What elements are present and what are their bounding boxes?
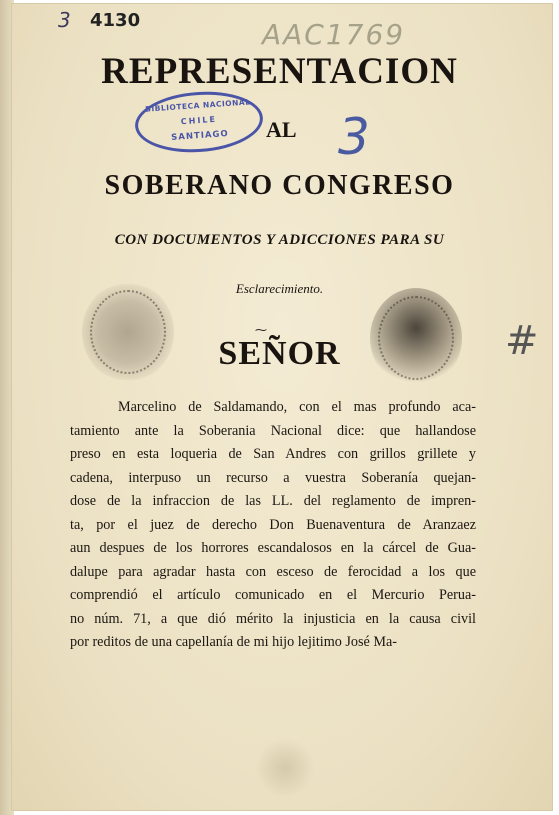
body-line: preso en esta loqueria de San Andres con grillos grillete y bbox=[70, 446, 476, 462]
paper-stain bbox=[255, 738, 315, 798]
title-connector: AL bbox=[266, 117, 297, 142]
subtitle: CON DOCUMENTOS Y ADICCIONES PARA SU bbox=[114, 232, 445, 248]
body-line: cadena, interpuso un recurso a vuestra Soberanía quejan- bbox=[70, 469, 476, 486]
ornament-icon: ⁓ bbox=[255, 323, 267, 337]
body-line: tamiento ante la Soberania Nacional dice: que hallandose bbox=[70, 422, 476, 439]
handwritten-hash-mark: # bbox=[505, 318, 539, 364]
body-line: Marcelino de Saldamando, con el mas profundo aca- bbox=[118, 399, 476, 415]
stamp-top-text: BIBLIOTECA NACIONAL bbox=[144, 97, 251, 114]
handwritten-left-number: 3 bbox=[58, 8, 72, 32]
salutation-heading: SEÑOR bbox=[218, 335, 341, 372]
body-line: dose de la infraccion de las LL. del reglamento de impren- bbox=[70, 493, 476, 509]
body-paragraph bbox=[70, 396, 476, 655]
handwritten-id-number: 4130 bbox=[90, 10, 141, 31]
stamp-bottom-text: SANTIAGO bbox=[170, 128, 230, 143]
body-line: ta, por el juez de derecho Don Buenaventura de Aranzaez bbox=[70, 516, 476, 533]
body-line: no núm. 71, a que dió mérito la injusticia en la causa civil bbox=[70, 610, 476, 627]
body-line: dalupe para agradar hasta con esceso de ferocidad a los que bbox=[70, 563, 476, 580]
body-line: por reditos de una capellanía de mi hijo lejitimo José Ma- bbox=[70, 634, 398, 650]
pencil-catalog-number: AAC1769 bbox=[262, 18, 406, 51]
body-line: aun despues de los horrores escandalosos en la cárcel de Gua- bbox=[70, 540, 476, 556]
clarification-line: Esclarecimiento. bbox=[235, 281, 324, 296]
body-line: comprendió el artículo comunicado en el Mercurio Peruа- bbox=[70, 587, 476, 603]
handwritten-big-number: 3 bbox=[338, 108, 370, 166]
congress-heading: SOBERANO CONGRESO bbox=[104, 170, 455, 201]
stamp-middle-text: CHILE bbox=[180, 114, 218, 127]
document-title: REPRESENTACION bbox=[101, 51, 458, 92]
